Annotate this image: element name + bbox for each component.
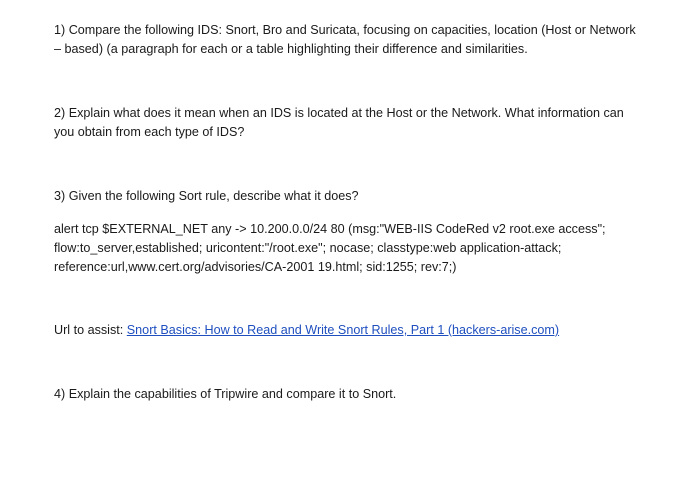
- snort-rule-line-3: reference:url,www.cert.org/advisories/CA-2001 19.html; sid:1255; rev:7;): [54, 260, 457, 274]
- question-4-line-1: 4) Explain the capabilities of Tripwire and compare it to Snort.: [54, 387, 397, 401]
- question-3-line-1: 3) Given the following Sort rule, describe what it does?: [54, 189, 359, 203]
- snort-rule-line-1: alert tcp $EXTERNAL_NET any -> 10.200.0.0/24 80 (msg:"WEB-IIS CodeRed v2 root.exe access";: [54, 222, 606, 236]
- url-label: Url to assist:: [54, 323, 127, 337]
- snort-rule: [54, 220, 654, 277]
- question-1-line-2: – based) (a paragraph for each or a table highlighting their difference and similarities.: [54, 42, 528, 56]
- question-1-line-1: 1) Compare the following IDS: Snort, Bro and Suricata, focusing on capacities, location (Host or Network: [54, 23, 636, 37]
- question-4: [54, 385, 654, 404]
- question-2: [54, 104, 654, 142]
- question-2-line-2: you obtain from each type of IDS?: [54, 125, 245, 139]
- question-3: [54, 187, 654, 206]
- question-1: [54, 21, 654, 59]
- question-2-line-1: 2) Explain what does it mean when an IDS is located at the Host or the Network. What information can: [54, 106, 624, 120]
- snort-basics-link[interactable]: Snort Basics: How to Read and Write Snort Rules, Part 1 (hackers-arise.com): [126, 323, 560, 337]
- url-to-assist: [54, 321, 654, 340]
- snort-rule-line-2: flow:to_server,established; uricontent:"/root.exe"; nocase; classtype:web application-attack;: [54, 241, 562, 255]
